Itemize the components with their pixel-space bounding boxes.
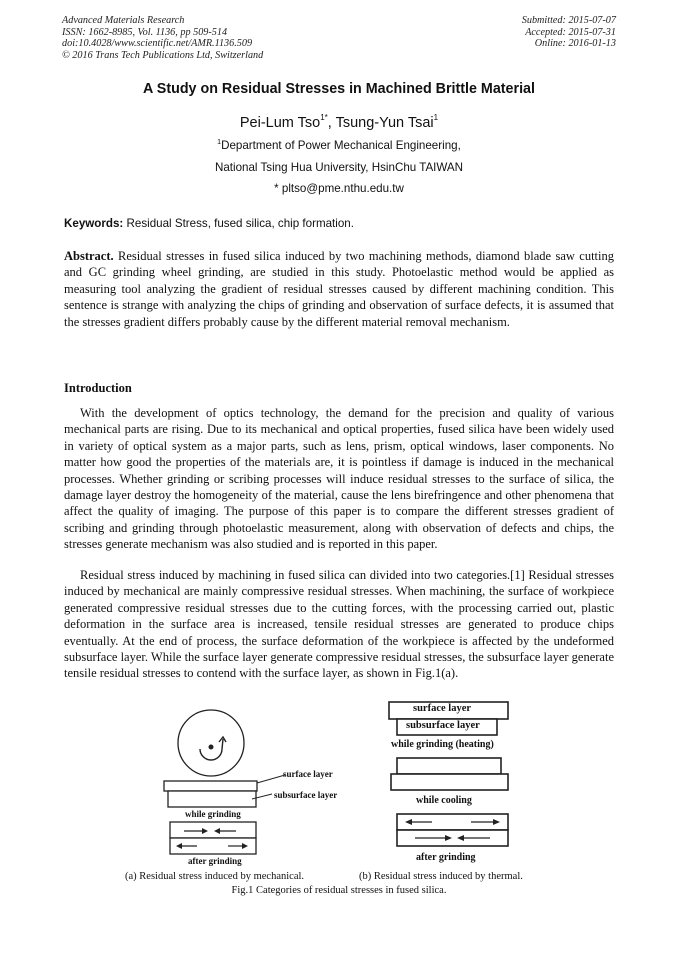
fig-a-surface-layer-label: surface layer <box>283 769 333 779</box>
abstract-text: Residual stresses in fused silica induced by two machining methods, diamond blade saw cutting and GC grinding wheel grinding, are studied in this study. Photoelastic method would be applied as measuring tool analyzing the gradient of residual stresses caused by different machining condition. This sentence is strange with analyzing the chips of grinding and observation of surface defects, it is assumed that the stresses gradient differs probably cause by the different material removal mechanism. <box>64 249 614 329</box>
fig-b-while-cooling-label: while cooling <box>416 795 472 806</box>
introduction-paragraph-1: With the development of optics technology, the demand for the precision and quality of various mechanical parts are rising. Due to its mechanical and optical properties, fused silica have been widely used in variety of optical system as a major parts, such as lens, prism, optical windows, laser components. No matter how good the properties of the materials are, it is pointless if damage is induced in the mechanical processes. Whether grinding or scribing processes will induce residual stresses to the surface of silica, the damage layer destroy the homogeneity of the material, cause the lens birefringence and other phenomena that affect the quality of imaging. The purpose of this paper is to compare the different stresses gradient of scribing and grinding through photoelastic measurement, along with observation of defects and chips, the stresses generate mechanism was also studied and is reported in this paper. <box>64 406 614 552</box>
journal-info <box>62 15 263 61</box>
journal-copyright: © 2016 Trans Tech Publications Ltd, Switzerland <box>62 49 264 61</box>
online-date: Online: 2016-01-13 <box>534 38 616 49</box>
thermal-layers-cooling <box>391 758 508 790</box>
workpiece-after-grinding <box>170 822 256 854</box>
author-2: Tsung-Yun Tsai <box>335 115 434 131</box>
author-2-sup: 1 <box>433 113 439 122</box>
author-line <box>0 113 678 131</box>
fig-a-after-grinding-label: after grinding <box>188 856 242 866</box>
fig-b-caption: (b) Residual stress induced by thermal. <box>359 871 523 882</box>
thermal-layers-after <box>397 814 508 846</box>
affiliation-line-2: National Tsing Hua University, HsinChu TAIWAN <box>214 161 464 174</box>
affiliation-sup: 1 <box>217 139 222 146</box>
abstract-label: Abstract. <box>64 249 114 263</box>
paper-title: A Study on Residual Stresses in Machined Brittle Material <box>143 81 535 97</box>
author-1: Pei-Lum Tso <box>239 115 321 131</box>
affiliation-line-1 <box>0 139 678 152</box>
keywords <box>64 217 614 230</box>
introduction-heading: Introduction <box>64 381 132 395</box>
figure-1-caption: Fig.1 Categories of residual stresses in fused silica. <box>231 885 447 896</box>
fig-b-after-grinding-label: after grinding <box>416 852 476 863</box>
introduction-paragraph-2: Residual stress induced by machining in fused silica can divided into two categories.[1] Residual stresses induced by mechanical are mainly compressive residual stresses. When machining, the surface of workpiece generated compressive residual stresses due to the cutting forces, with the processing carried out, plastic deformation in the surface area is increased, tensile residual stresses are generated to produce chips eventually. At the end of process, the surface deformation of the workpiece is affected by the undeformed subsurface layer. While the surface layer generate compressive residual stresses, the subsurface layer generate tensile residual stresses to contend with the surface layer, as shown in Fig.1(a). <box>64 568 614 681</box>
fig-b-subsurface-layer-label: subsurface layer <box>406 720 480 731</box>
journal-doi[interactable]: doi:10.4028/www.scientific.net/AMR.1136.509 <box>62 38 253 49</box>
journal-issn: ISSN: 1662-8985, Vol. 1136, pp 509-514 <box>62 26 228 38</box>
fig-a-subsurface-layer-label: subsurface layer <box>274 790 338 800</box>
fig-b-while-grinding-label: while grinding (heating) <box>391 739 494 750</box>
fig-a-caption: (a) Residual stress induced by mechanical. <box>125 871 305 882</box>
author-1-sup: 1* <box>320 113 328 122</box>
affiliation-department: Department of Power Mechanical Engineering, <box>221 139 461 152</box>
accepted-date: Accepted: 2015-07-31 <box>525 26 616 38</box>
workpiece-while-grinding <box>164 775 285 807</box>
keywords-text: Residual Stress, fused silica, chip formation. <box>123 217 354 230</box>
fig-b-surface-layer-label: surface layer <box>413 703 472 714</box>
keywords-label: Keywords: <box>64 217 124 230</box>
publication-dates <box>522 15 616 50</box>
author-separator: , <box>327 115 336 131</box>
fig-a-while-grinding-label: while grinding <box>185 809 241 819</box>
journal-name: Advanced Materials Research <box>62 15 185 26</box>
submitted-date: Submitted: 2015-07-07 <box>521 15 616 26</box>
grinding-wheel-icon <box>178 710 244 776</box>
figure-1 <box>0 695 678 905</box>
figure-1-drawing <box>0 695 678 905</box>
author-email[interactable]: * pltso@pme.nthu.edu.tw <box>274 182 404 195</box>
abstract <box>64 248 614 330</box>
